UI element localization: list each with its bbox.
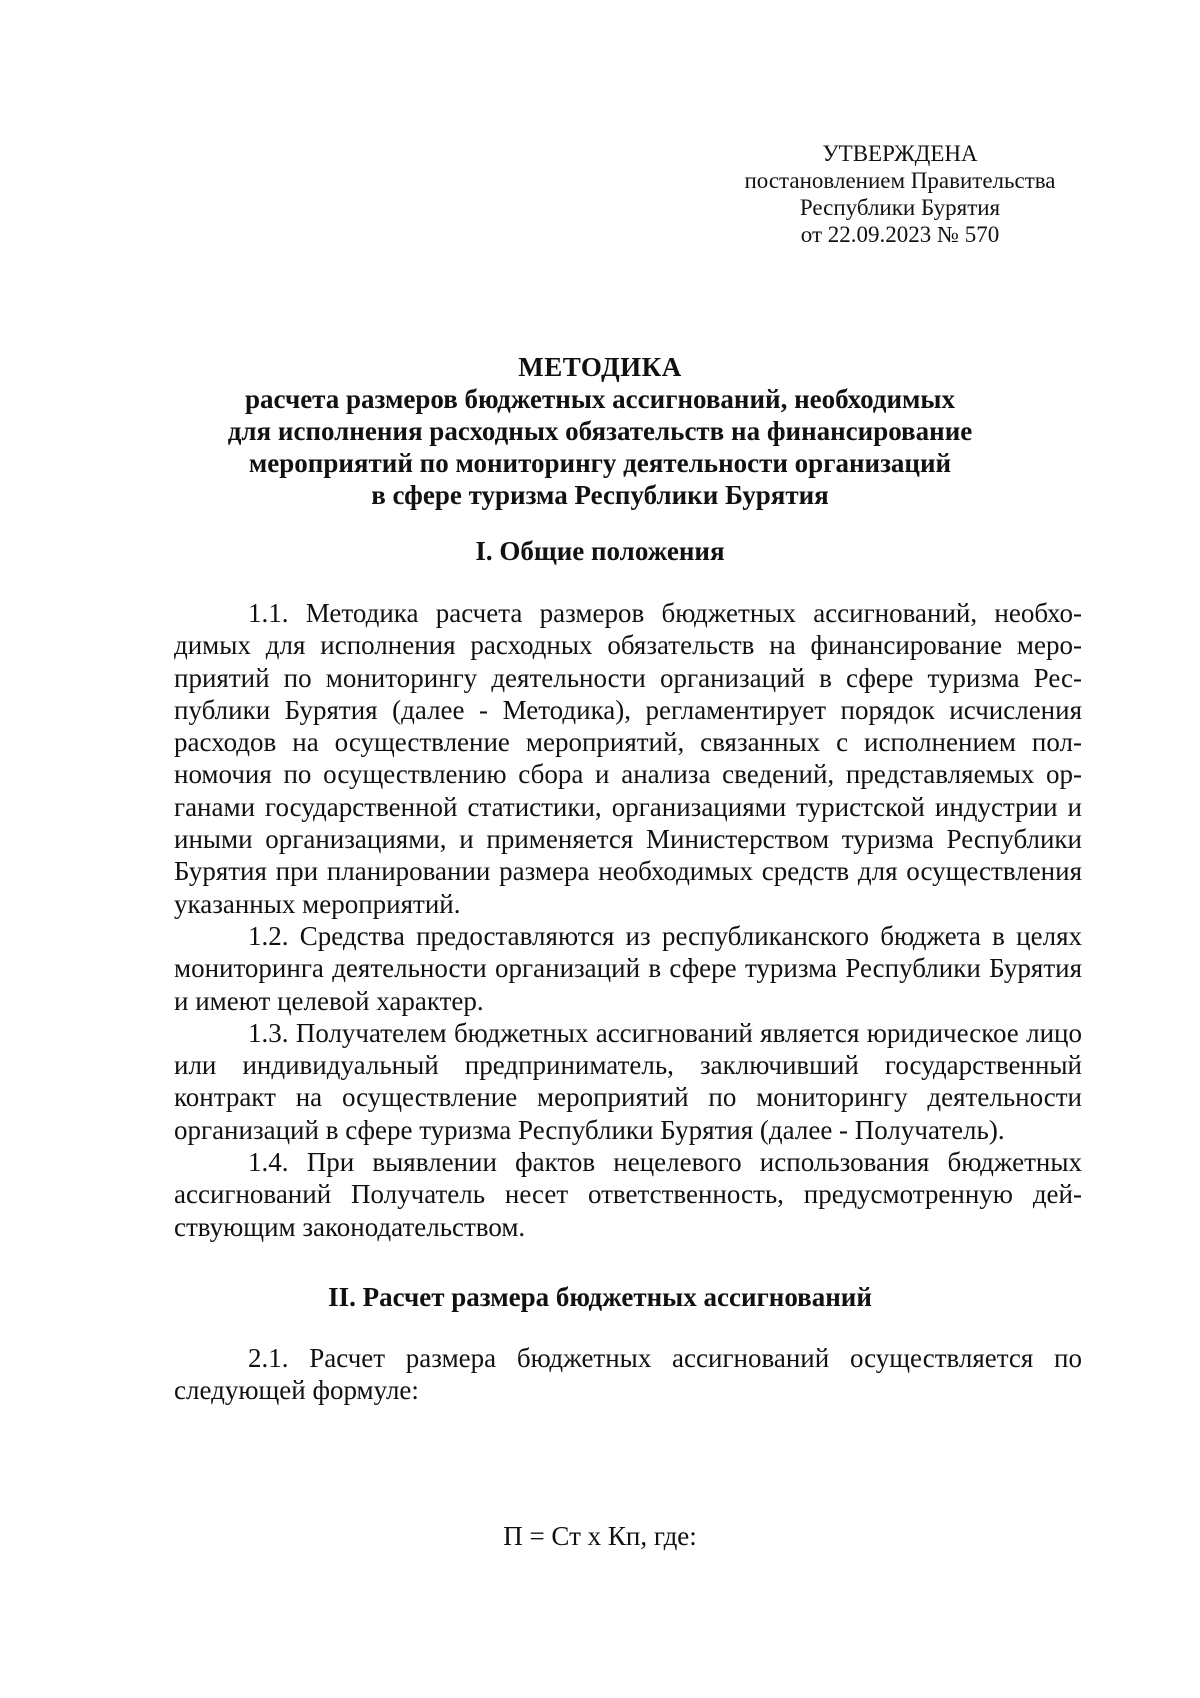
paragraph-2-1: 2.1. Расчет размера бюджетных ассигнований осуществляется по следующей формуле: xyxy=(174,1343,1082,1406)
approval-line-date-number: от 22.09.2023 № 570 xyxy=(800,222,1000,247)
document-subtitle-line-3: мероприятий по мониторингу деятельности организаций xyxy=(248,448,952,478)
section-2-heading: II. Расчет размера бюджетных ассигнований xyxy=(328,1282,872,1312)
section-1-body xyxy=(174,597,1082,1243)
section-2-body xyxy=(174,1342,1082,1407)
paragraph-1-3: 1.3. Получателем бюджетных ассигнований является юридическое лицо или индивидуальный предприниматель, заключивший государственный контракт на осуществление мероприятий по мониторингу деятельности организаций в сфере туризма Республики Бурятия (далее - Получатель). xyxy=(174,1017,1082,1145)
section-1-heading: I. Общие положения xyxy=(475,536,725,566)
approval-line-approved: УТВЕРЖДЕНА xyxy=(822,141,978,166)
document-subtitle-line-1: расчета размеров бюджетных ассигнований, необходимых xyxy=(245,384,955,414)
document-subtitle-line-2: для исполнения расходных обязательств на финансирование xyxy=(227,416,973,446)
calculation-formula: П = Ст х Кп, где: xyxy=(503,1521,697,1551)
paragraph-1-2: 1.2. Средства предоставляются из республиканского бюджета в целях мониторинга деятельности организаций в сфере туризма Республики Бурятия и имеют целевой характер. xyxy=(174,920,1082,1016)
paragraph-1-1: 1.1. Методика расчета размеров бюджетных ассигнований, необходимых для исполнения расходных обязательств на финансирование мероприятий по мониторингу деятельности организаций в сфере туризма Республики Бурятия (далее - Методика), регламентирует порядок исчисления расходов на осуществление мероприятий, связанных с исполнением полномочия по осуществлению сбора и анализа сведений, представляемых органами государственной статистики, организациями туристской индустрии и иными организациями, и применяется Министерством туризма Республики Бурятия при планировании размера необходимых средств для осуществления указанных мероприятий. xyxy=(174,598,1082,919)
document-subtitle-line-4: в сфере туризма Республики Бурятия xyxy=(371,480,829,510)
document-title-block xyxy=(150,351,1050,511)
approval-stamp xyxy=(700,140,1100,248)
approval-line-resolution: постановлением Правительства xyxy=(744,168,1056,193)
approval-line-republic: Республики Бурятия xyxy=(799,195,1001,220)
paragraph-1-4: 1.4. При выявлении фактов нецелевого использования бюджетных ассигнований Получатель несет ответственность, предусмотренную действующим законодательством. xyxy=(174,1147,1082,1242)
document-title: МЕТОДИКА xyxy=(518,352,682,382)
